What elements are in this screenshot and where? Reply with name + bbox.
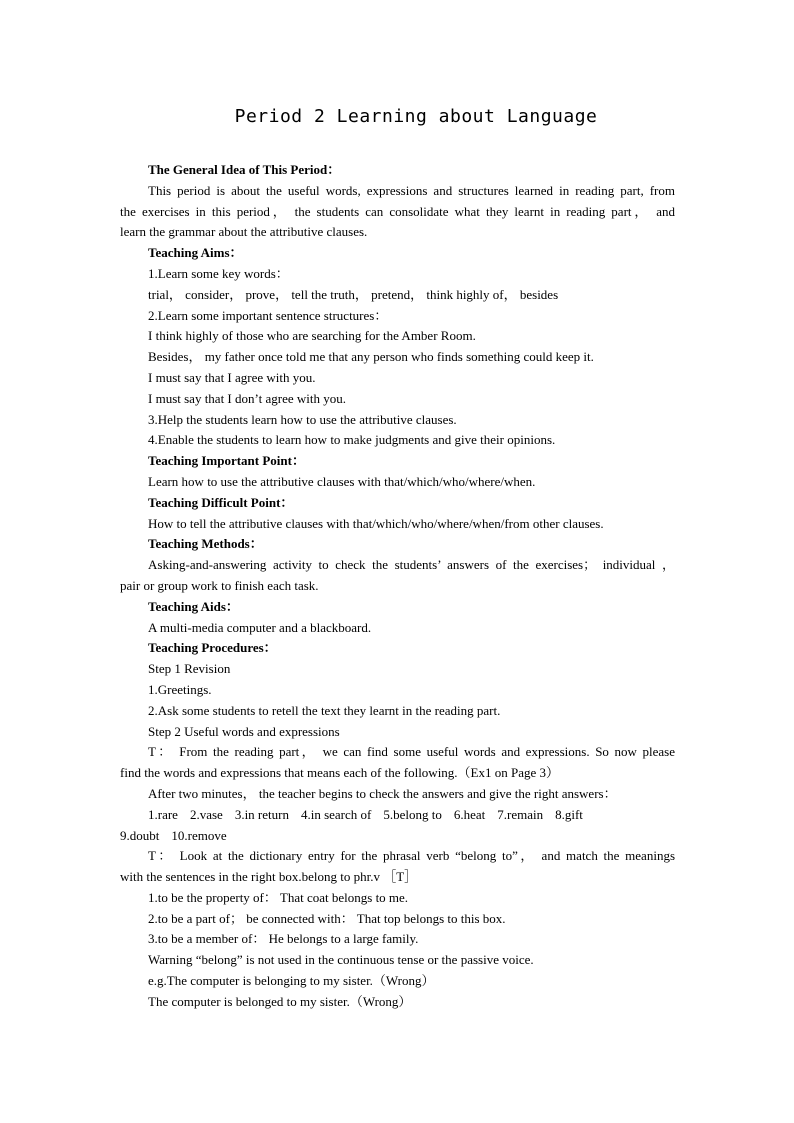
heading-difficult-point: Teaching Difficult Point：	[148, 494, 294, 510]
paragraph-line: Learn how to use the attributive clauses with that/which/who/where/when.	[148, 473, 536, 489]
answer-item: 2.vase	[189, 806, 223, 822]
heading-methods: Teaching Methods：	[148, 536, 263, 552]
step-item: 2.Ask some students to retell the text they learnt in the reading part.	[148, 702, 501, 718]
step-heading: Step 1 Revision	[148, 661, 231, 677]
example-sentence: Besides， my father once told me that any person who finds something could keep it.	[148, 349, 594, 365]
paragraph-line: with the sentences in the right box.belong to phr.v ［T］	[120, 869, 418, 885]
heading-important-point: Teaching Important Point：	[148, 453, 305, 469]
heading-procedures: Teaching Procedures：	[148, 640, 277, 656]
heading-aids: Teaching Aids：	[148, 598, 239, 614]
paragraph-line: How to tell the attributive clauses with that/which/who/where/when/from other clauses.	[148, 515, 604, 531]
page-title: Period 2 Learning about Language	[234, 106, 598, 127]
paragraph-line: learn the grammar about the attributive clauses.	[120, 224, 368, 240]
answers-row	[120, 805, 675, 826]
step-item: 1.Greetings.	[148, 681, 212, 697]
aim-item: 4.Enable the students to learn how to make judgments and give their opinions.	[148, 432, 556, 448]
paragraph-line: the exercises in this period， the students can consolidate what they learnt in reading part， and	[120, 203, 675, 219]
heading-general-idea: The General Idea of This Period：	[148, 162, 341, 177]
aim-words: trial， consider， prove， tell the truth， pretend， think highly of， besides	[148, 286, 559, 302]
example-sentence: I must say that I don’t agree with you.	[148, 390, 346, 406]
answer-item: 5.belong to	[383, 806, 442, 822]
example-sentence: The computer is belonged to my sister.（Wrong）	[148, 993, 412, 1009]
answers-row	[120, 826, 675, 847]
aim-item: 2.Learn some important sentence structures：	[148, 307, 388, 323]
meaning-item: 3.to be a member of： He belongs to a large family.	[148, 931, 419, 947]
answer-item: 6.heat	[453, 806, 486, 822]
answer-item: 1.rare	[148, 806, 178, 822]
paragraph-line: After two minutes， the teacher begins to check the answers and give the right answers：	[148, 785, 617, 801]
answer-item: 8.gift	[555, 806, 583, 822]
meaning-item: 2.to be a part of； be connected with： That top belongs to this box.	[148, 910, 506, 926]
warning-line: Warning “belong” is not used in the continuous tense or the passive voice.	[148, 952, 534, 968]
answer-item: 7.remain	[497, 806, 544, 822]
answer-item: 4.in search of	[300, 806, 372, 822]
example-sentence: I must say that I agree with you.	[148, 369, 316, 385]
paragraph-line: find the words and expressions that means each of the following.（Ex1 on Page 3）	[120, 765, 560, 781]
answer-item: 9.doubt	[120, 827, 160, 843]
example-sentence: I think highly of those who are searching for the Amber Room.	[148, 328, 476, 344]
answer-item: 10.remove	[171, 827, 227, 843]
heading-teaching-aims: Teaching Aims：	[148, 245, 243, 261]
document-body	[120, 160, 675, 1013]
aim-item: 3.Help the students learn how to use the attributive clauses.	[148, 411, 457, 427]
paragraph-line: pair or group work to finish each task.	[120, 577, 319, 593]
paragraph-line: T： Look at the dictionary entry for the phrasal verb “belong to”， and match the meanings	[148, 848, 675, 864]
paragraph-line: This period is about the useful words, expressions and structures learned in reading part, from	[148, 182, 675, 198]
step-heading: Step 2 Useful words and expressions	[148, 723, 340, 739]
answer-item: 3.in return	[234, 806, 289, 822]
paragraph-line: A multi-media computer and a blackboard.	[148, 619, 372, 635]
meaning-item: 1.to be the property of： That coat belongs to me.	[148, 889, 409, 905]
aim-item: 1.Learn some key words：	[148, 265, 289, 281]
paragraph-line: T： From the reading part， we can find some useful words and expressions. So now please	[148, 744, 675, 760]
paragraph-line: Asking-and-answering activity to check the students’ answers of the exercises； individual ，	[148, 557, 675, 573]
example-sentence: e.g.The computer is belonging to my sister.（Wrong）	[148, 973, 435, 989]
